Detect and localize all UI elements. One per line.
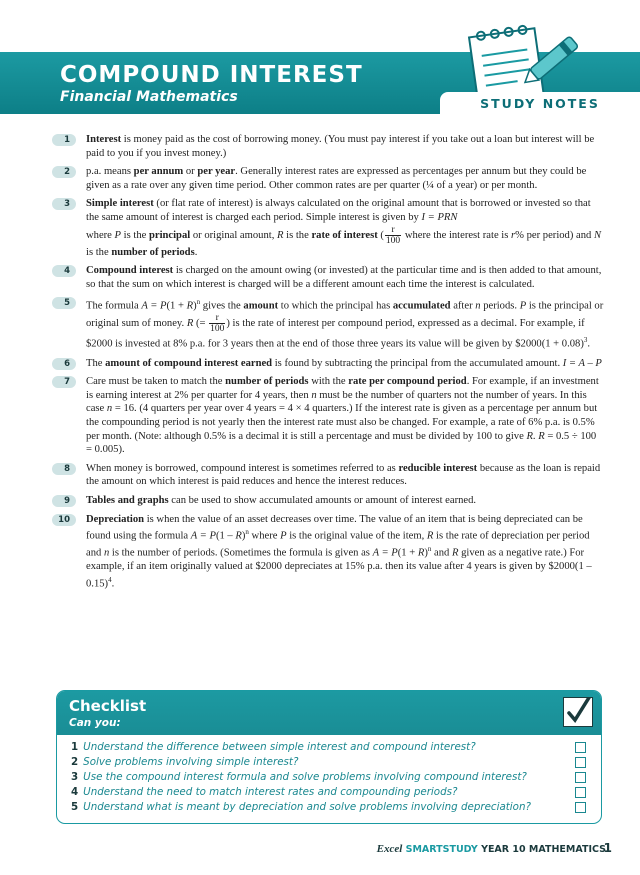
note-item bbox=[52, 296, 604, 351]
note-item bbox=[52, 197, 604, 259]
bold-term: principal bbox=[148, 229, 191, 241]
math-expression: N bbox=[593, 229, 602, 241]
note-number-badge: 10 bbox=[52, 514, 76, 526]
bold-term: Compound interest bbox=[86, 265, 174, 277]
note-item bbox=[52, 513, 604, 592]
checklist-item-text: Use the compound interest formula and solve problems involving compound interest? bbox=[83, 771, 527, 783]
note-text: is the original value of the item, bbox=[286, 530, 427, 542]
note-text: or bbox=[183, 166, 198, 178]
note-text: with the bbox=[308, 376, 349, 388]
math-expression: R bbox=[426, 530, 434, 542]
note-item bbox=[52, 357, 604, 371]
note-text: is the number of periods. (Sometimes the formula is given as bbox=[109, 547, 373, 559]
checklist-item bbox=[71, 741, 476, 753]
note-text: is charged on the amount owing (or invested) at the particular time and is then added to that amount, so that the sum on which interest is charged will be a different amount each time the interest is calculated. bbox=[86, 265, 602, 290]
math-expression: n bbox=[475, 300, 481, 312]
bold-term: Tables and graphs bbox=[86, 494, 169, 506]
note-text: periods. bbox=[480, 300, 520, 312]
note-text: is the principal or original sum of money. bbox=[86, 300, 604, 330]
note-number-badge: 8 bbox=[52, 463, 76, 475]
checklist-checkbox[interactable] bbox=[575, 742, 586, 753]
checklist-checkbox[interactable] bbox=[575, 802, 586, 813]
math-expression: A = P bbox=[141, 300, 167, 312]
bold-term: reducible interest bbox=[398, 462, 478, 474]
note-text: . bbox=[194, 246, 198, 258]
math-expression: R bbox=[417, 547, 425, 559]
math-expression: n bbox=[106, 403, 113, 415]
note-text: is the rate of depreciation per period and bbox=[86, 530, 590, 559]
math-expression: I = A – P bbox=[562, 357, 602, 369]
notes-list bbox=[52, 133, 604, 596]
bold-term: amount of compound interest earned bbox=[105, 357, 273, 369]
note-item bbox=[52, 133, 604, 160]
bold-term: rate per compound period bbox=[348, 376, 467, 388]
checklist-item-number: 3 bbox=[71, 771, 79, 783]
checklist-title: Checklist bbox=[69, 697, 147, 715]
note-text: because as the loan is repaid the amount on which interest is paid reduces and hence the interest reduces. bbox=[86, 462, 601, 488]
note-text: gives the bbox=[200, 300, 244, 312]
note-number-badge: 6 bbox=[52, 358, 76, 370]
note-text: ) bbox=[424, 547, 428, 559]
math-expression: R bbox=[186, 318, 194, 330]
checklist-checkbox[interactable] bbox=[575, 787, 586, 798]
note-text: Care must be taken to match the bbox=[86, 376, 226, 388]
checklist-item bbox=[71, 801, 531, 813]
bold-term: per annum bbox=[133, 166, 184, 178]
checklist-item-number: 2 bbox=[71, 756, 79, 768]
note-text: is the bbox=[283, 229, 312, 241]
notepad-pen-icon bbox=[455, 18, 585, 94]
note-text: is when the value of an asset decreases over time. The value of an item that is being depreciated can be found using the formula bbox=[86, 513, 583, 542]
note-number-badge: 4 bbox=[52, 265, 76, 277]
math-expression: n bbox=[311, 389, 317, 401]
note-text: p.a. means bbox=[86, 166, 134, 178]
checklist-item-number: 4 bbox=[71, 786, 79, 798]
footer bbox=[377, 843, 606, 855]
footer-brand: Excel bbox=[376, 843, 403, 855]
note-text: . bbox=[111, 578, 115, 590]
footer-book: YEAR 10 MATHEMATICS bbox=[481, 844, 606, 855]
math-expression: A = P bbox=[190, 530, 216, 542]
note-text: (or flat rate of interest) is always calculated on the original amount that is borrowed or invested so that the same amount of interest is charged each period. Simple interest is given by bbox=[86, 198, 591, 223]
note-text: is money paid as the cost of borrowing money. (You must pay interest if you take out a loan but interest will be paid to you if you invest money.) bbox=[86, 134, 595, 159]
bold-term: rate of interest bbox=[311, 229, 378, 241]
fraction bbox=[385, 225, 401, 246]
note-text: is the bbox=[86, 246, 112, 258]
superscript: n bbox=[245, 528, 249, 537]
page-number: 1 bbox=[603, 841, 612, 855]
math-expression: R bbox=[186, 300, 194, 312]
note-text: (1 + bbox=[166, 300, 187, 312]
superscript: 3 bbox=[583, 336, 588, 345]
math-expression: R bbox=[235, 530, 242, 542]
note-text: = 0.5 ÷ 100 = 0.005). bbox=[86, 430, 597, 456]
fraction bbox=[209, 313, 225, 334]
fraction-denominator: 100 bbox=[210, 324, 225, 335]
note-item bbox=[52, 494, 604, 508]
checklist-header bbox=[57, 691, 601, 735]
fraction-denominator: 100 bbox=[385, 235, 401, 246]
note-text: is found by subtracting the principal from the accumulated amount. bbox=[272, 357, 563, 369]
math-expression: P bbox=[280, 530, 287, 542]
note-text: given as a negative rate.) For example, if an item originally valued at $2000 depreciates at 15% p.a. then its value after 4 years is given by $2000(1 – 0.15) bbox=[86, 547, 592, 590]
note-item bbox=[52, 165, 604, 192]
math-expression: r bbox=[511, 229, 516, 241]
note-text: can be used to show accumulated amounts or amount of interest earned. bbox=[168, 494, 477, 506]
note-text: ) bbox=[241, 530, 246, 542]
checklist-item-text: Understand what is meant by depreciation and solve problems involving depreciation? bbox=[83, 801, 531, 813]
math-expression: R bbox=[277, 229, 284, 241]
note-item bbox=[52, 264, 604, 291]
checklist-item-text: Solve problems involving simple interest? bbox=[83, 756, 299, 768]
note-text: (1 + bbox=[397, 547, 418, 559]
note-text: is the bbox=[121, 229, 149, 241]
note-text: . For example, if an investment is earning interest at 2% per quarter for 4 years, then bbox=[86, 376, 599, 401]
math-expression: P bbox=[519, 300, 527, 312]
math-expression: R bbox=[526, 430, 533, 442]
checklist-item-number: 1 bbox=[71, 741, 79, 753]
note-number-badge: 5 bbox=[52, 297, 76, 309]
checklist-subtitle: Can you: bbox=[69, 717, 121, 729]
math-expression: A = P bbox=[372, 547, 398, 559]
bold-term: Simple interest bbox=[86, 198, 154, 210]
note-number-badge: 9 bbox=[52, 495, 76, 507]
note-text: ( bbox=[377, 229, 384, 241]
checklist-item bbox=[71, 771, 527, 783]
note-text: to which the principal has bbox=[278, 300, 393, 312]
note-item bbox=[52, 375, 604, 457]
bold-term: Interest bbox=[86, 134, 122, 145]
footer-series: SMARTSTUDY bbox=[405, 844, 478, 855]
superscript: n bbox=[196, 298, 201, 307]
page-title: COMPOUND INTEREST bbox=[60, 62, 363, 88]
bold-term: number of periods bbox=[225, 376, 309, 388]
note-text: where the interest rate is bbox=[402, 229, 512, 241]
math-expression: n bbox=[103, 547, 110, 559]
checkmark-icon bbox=[563, 697, 593, 727]
note-text: % per period) and bbox=[515, 229, 594, 241]
math-expression: P bbox=[114, 229, 122, 241]
fraction-numerator: r bbox=[209, 313, 225, 324]
fraction-numerator: r bbox=[385, 225, 401, 236]
note-text: . bbox=[587, 339, 591, 350]
bold-term: accumulated bbox=[392, 300, 451, 312]
bold-term: number of periods bbox=[111, 246, 195, 258]
note-number-badge: 1 bbox=[52, 134, 76, 146]
checklist-item-text: Understand the difference between simple interest and compound interest? bbox=[83, 741, 476, 753]
superscript: n bbox=[427, 545, 432, 554]
note-number-badge: 2 bbox=[52, 166, 76, 178]
note-text: (= bbox=[193, 318, 209, 330]
superscript: 4 bbox=[108, 575, 112, 584]
note-text: ) bbox=[193, 300, 197, 312]
math-expression: I = PRN bbox=[421, 211, 458, 223]
note-text: after bbox=[450, 300, 476, 312]
checklist-checkbox[interactable] bbox=[575, 772, 586, 783]
note-number-badge: 3 bbox=[52, 198, 76, 210]
page-subtitle: Financial Mathematics bbox=[60, 89, 238, 105]
math-expression: R bbox=[452, 547, 459, 559]
checklist-item-number: 5 bbox=[71, 801, 79, 813]
bold-term: amount bbox=[243, 300, 279, 312]
note-text: . bbox=[532, 430, 539, 442]
math-expression: R bbox=[538, 430, 545, 442]
study-notes-tab: STUDY NOTES bbox=[440, 92, 640, 114]
note-text: where bbox=[86, 229, 115, 241]
checklist-item bbox=[71, 786, 457, 798]
bold-term: per year bbox=[197, 166, 236, 178]
note-text: = 16. (4 quarters per year over 4 years = 4 × 4 quarters.) If the interest rate is given as a percentage per annum but the compounding period is not yearly then the interest rate must also be changed. For example, a rate of 6% p.a. is 0.5% per month. (Note: although 0.5% is a decimal it is still a percentage and must be divided by 100 to give bbox=[86, 403, 598, 442]
note-item bbox=[52, 462, 604, 489]
checklist-box bbox=[56, 690, 602, 824]
checklist-item-text: Understand the need to match interest rates and compounding periods? bbox=[83, 786, 458, 798]
checklist-item bbox=[71, 756, 298, 768]
note-number-badge: 7 bbox=[52, 376, 76, 388]
bold-term: Depreciation bbox=[86, 513, 145, 525]
note-text: . Generally interest rates are expressed as percentages per annum but they could be given as a rate over any given time period. Other common rates are per quarter (¼ of a year) or per month. bbox=[86, 166, 587, 191]
note-text: When money is borrowed, compound interest is sometimes referred to as bbox=[86, 462, 399, 474]
note-text: The bbox=[86, 357, 106, 369]
note-text: The formula bbox=[86, 300, 142, 312]
note-text: or original amount, bbox=[190, 229, 277, 241]
note-text: must be the number of quarters not the number of years. In this case bbox=[86, 389, 587, 415]
note-text: and bbox=[431, 547, 452, 559]
note-text: ) is the rate of interest per compound period, expressed as a decimal. For example, if $2000 is invested at 8% p.a. for 3 years then at the end of those three years its value will be given by $2000(1 + 0.08) bbox=[86, 318, 585, 350]
checklist-checkbox[interactable] bbox=[575, 757, 586, 768]
note-text: (1 – bbox=[215, 530, 236, 542]
note-text: where bbox=[248, 530, 281, 542]
